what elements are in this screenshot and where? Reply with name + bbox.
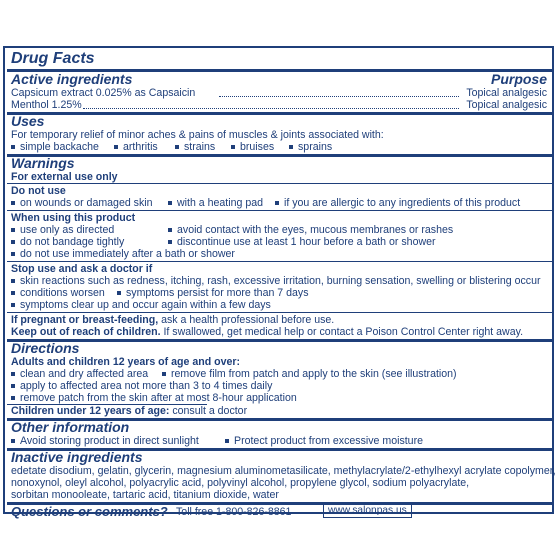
toll-free-phone[interactable]: Toll free 1-800-826-8861 [176,506,292,518]
list-item: on wounds or damaged skin [11,197,153,209]
list-item: symptoms clear up and occur again within a few days [11,299,271,311]
list-item: if you are allergic to any ingredients of this product [275,197,520,209]
list-item: simple backache [11,141,99,153]
pregnancy-warning: If pregnant or breast-feeding, ask a health professional before use. [11,314,335,326]
divider [7,210,554,211]
list-item: bruises [231,141,274,153]
dot-leader [83,108,459,109]
uses-heading: Uses [11,113,45,129]
active-ingredient-purpose: Topical analgesic [466,99,547,111]
warnings-heading: Warnings [11,155,75,171]
divider [7,339,554,342]
questions-heading: Questions or comments? [11,504,168,519]
inactive-ingredients-line: nonoxynol, oleyl alcohol, polyacrylic acid, polyvinyl alcohol, propylene glycol, sodium polyacrylate, [11,477,470,489]
active-ingredient-row: Menthol 1.25% [11,99,82,111]
active-ingredient-row: Capsicum extract 0.025% as Capsaicin [11,87,196,99]
list-item: avoid contact with the eyes, mucous membranes or rashes [168,224,453,236]
divider [7,112,554,115]
list-item: conditions worsen [11,287,105,299]
list-item: clean and dry affected area [11,368,148,380]
children-warning: Keep out of reach of children. If swallowed, get medical help or contact a Poison Control Center right away. [11,326,524,338]
other-information-heading: Other information [11,419,130,435]
inactive-ingredients-line: sorbitan monooleate, tartaric acid, titanium dioxide, water [11,489,279,501]
purpose-heading: Purpose [490,71,547,87]
directions-children: Children under 12 years of age: consult a doctor [11,405,248,417]
divider [7,183,554,184]
list-item: Protect product from excessive moisture [225,435,423,447]
divider [7,154,554,157]
list-item: symptoms persist for more than 7 days [117,287,309,299]
external-use-note: For external use only [11,171,118,183]
list-item: do not bandage tightly [11,236,124,248]
list-item: Avoid storing product in direct sunlight [11,435,199,447]
list-item: remove film from patch and apply to the skin (see illustration) [162,368,457,380]
uses-intro: For temporary relief of minor aches & pains of muscles & joints associated with: [11,129,384,141]
list-item: with a heating pad [168,197,263,209]
drug-facts-panel [3,46,556,519]
dot-leader [219,96,459,97]
when-using-heading: When using this product [11,212,136,224]
website-link[interactable]: www.salonpas.us [323,504,412,518]
directions-adults: Adults and children 12 years of age and over: [11,356,241,368]
do-not-use-heading: Do not use [11,185,66,197]
stop-use-heading: Stop use and ask a doctor if [11,263,153,275]
list-item: use only as directed [11,224,114,236]
active-ingredients-heading: Active ingredients [11,71,133,87]
active-ingredient-purpose: Topical analgesic [466,87,547,99]
divider [7,312,554,313]
list-item: strains [175,141,215,153]
list-item: do not use immediately after a bath or shower [11,248,235,260]
list-item: sprains [289,141,332,153]
directions-heading: Directions [11,340,80,356]
list-item: apply to affected area not more than 3 to 4 times daily [11,380,272,392]
divider [7,261,554,262]
list-item: arthritis [114,141,158,153]
inactive-ingredients-heading: Inactive ingredients [11,449,143,465]
drug-facts-title: Drug Facts [11,50,95,67]
list-item: remove patch from the skin after at most 8-hour application [11,392,297,404]
list-item: skin reactions such as redness, itching, rash, excessive irritation, burning sensation, swelling or blistering occur [11,275,541,287]
inactive-ingredients-line: edetate disodium, gelatin, glycerin, magnesium aluminometasilicate, methylacrylate/2-ethylhexyl acrylate copolymer, [11,465,556,477]
list-item: discontinue use at least 1 hour before a bath or shower [168,236,436,248]
